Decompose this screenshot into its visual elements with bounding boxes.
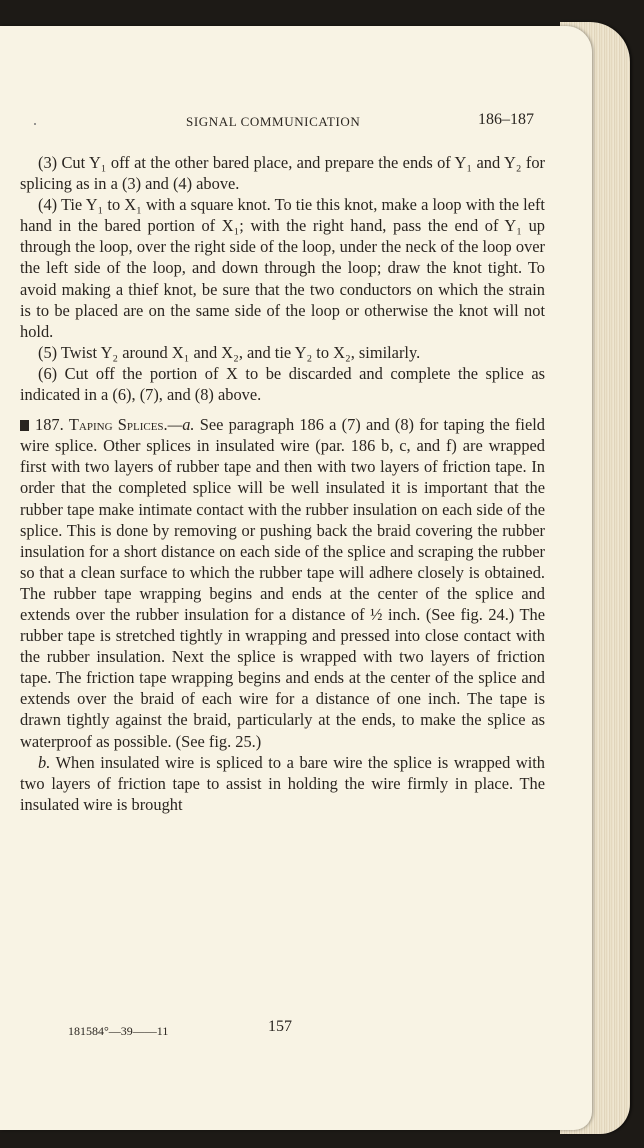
page-number: 157 (268, 1018, 292, 1035)
section-subpara-a: —a. (167, 415, 195, 435)
header-page-range: 186–187 (478, 111, 534, 128)
paragraph-b-label: b. (38, 752, 51, 772)
paragraph-6: (6) Cut off the portion of X to be discarded and complete the splice as indicated in a (6), (7), and (8) above. (20, 363, 545, 405)
paragraph-b-body: When insulated wire is spliced to a bare wire the splice is wrapped with two layers of friction tape to assist in holding the wire firmly in place. The insulated wire is brought (20, 752, 545, 814)
print-code: 181584°—39——11 (68, 1024, 169, 1038)
section-title: Taping Splices. (68, 415, 168, 435)
section-187 (20, 414, 545, 752)
paragraph-b (20, 752, 545, 815)
book-page (0, 26, 592, 1130)
body-text (20, 152, 545, 815)
section-marker-icon (20, 420, 29, 431)
page-footer (0, 1018, 592, 1042)
header-title: SIGNAL COMMUNICATION (186, 114, 361, 129)
running-header (0, 111, 592, 136)
paragraph-5: (5) Twist Y₂ around X₁ and X₂, and tie Y₂ to X₂, similarly. (38, 342, 421, 362)
paragraph-4: (4) Tie Y₁ to X₁ with a square knot. To tie this knot, make a loop with the left hand in the bared portion of X₁; with the right hand, pass the end of Y₁ up through the loop, over the right side of the loop, under the neck of the loop over the left side of the loop, and down through the loop; draw the knot tight. To avoid making a thief knot, be sure that the two conductors on which the strain is to be placed are on the same side of the loop or otherwise the knot will not hold. (20, 195, 545, 341)
paragraph-3: (3) Cut Y₁ off at the other bared place, and prepare the ends of Y₁ and Y₂ for splicing as in a (3) and (4) above. (20, 153, 545, 194)
section-number: 187. (35, 415, 64, 435)
section-body: See paragraph 186 a (7) and (8) for taping the field wire splice. Other splices in insulated wire (par. 186 b, c, and f) are wrapped first with two layers of rubber tape and then with two layers of friction tape. In order that the completed splice will be well insulated it is important that the rubber tape make intimate contact with the rubber insulation on each side of the splice. This is done by removing or pushing back the braid covering the rubber insulation for a short distance on each side of the splice and scraping the rubber so that a clean surface to which the rubber tape will adhere closely is obtained. The rubber tape wrapping begins and ends at the center of the splice and extends over the rubber insulation for a distance of ½ inch. (See fig. 24.) The rubber tape is stretched tightly in wrapping and pressed into close contact with the rubber insulation. Next the splice is wrapped with two layers of friction tape. The friction tape wrapping begins and ends at the center of the splice and extends over the braid of each wire for a distance of one inch. The tape is drawn tightly against the braid, particularly at the ends, to make the splice as waterproof as possible. (See fig. 25.) (20, 415, 545, 751)
